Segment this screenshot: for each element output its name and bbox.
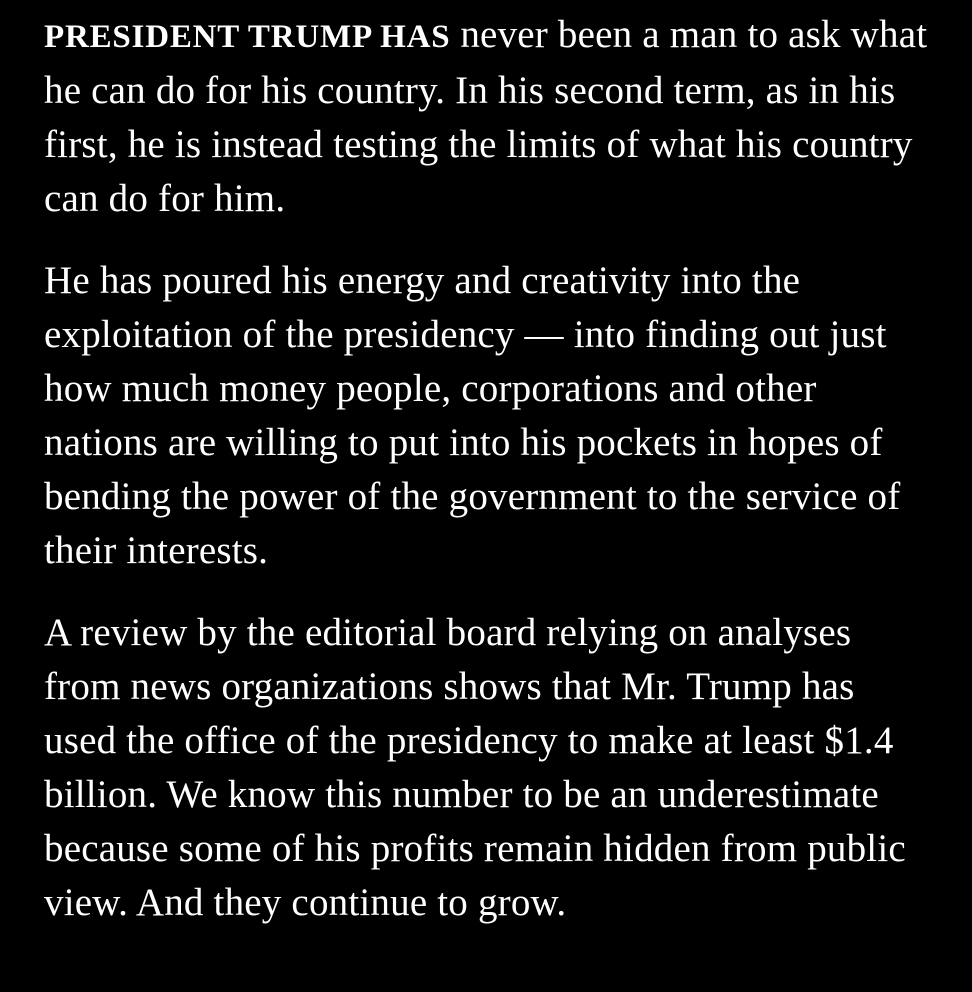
paragraph-text: never been a man to ask what he can do for his country. In his second term, as in his first, he is instead testing the limits of what his country can do for him.: [44, 13, 928, 220]
article-paragraph: [44, 254, 928, 578]
article-paragraph: [44, 8, 928, 226]
article-paragraph: [44, 606, 928, 930]
paragraph-text: He has poured his energy and creativity into the exploitation of the presidency — into finding out just how much money people, corporations and other nations are willing to put into his pockets in hopes of bending the power of the government to the service of their interests.: [44, 259, 901, 572]
paragraph-lead-in: PRESIDENT TRUMP HAS: [44, 19, 451, 55]
paragraph-text: A review by the editorial board relying on analyses from news organizations shows that Mr. Trump has used the office of the presidency to make at least $1.4 billion. We know this number to be an underestimate because some of his profits remain hidden from public view. And they continue to grow.: [44, 611, 906, 924]
